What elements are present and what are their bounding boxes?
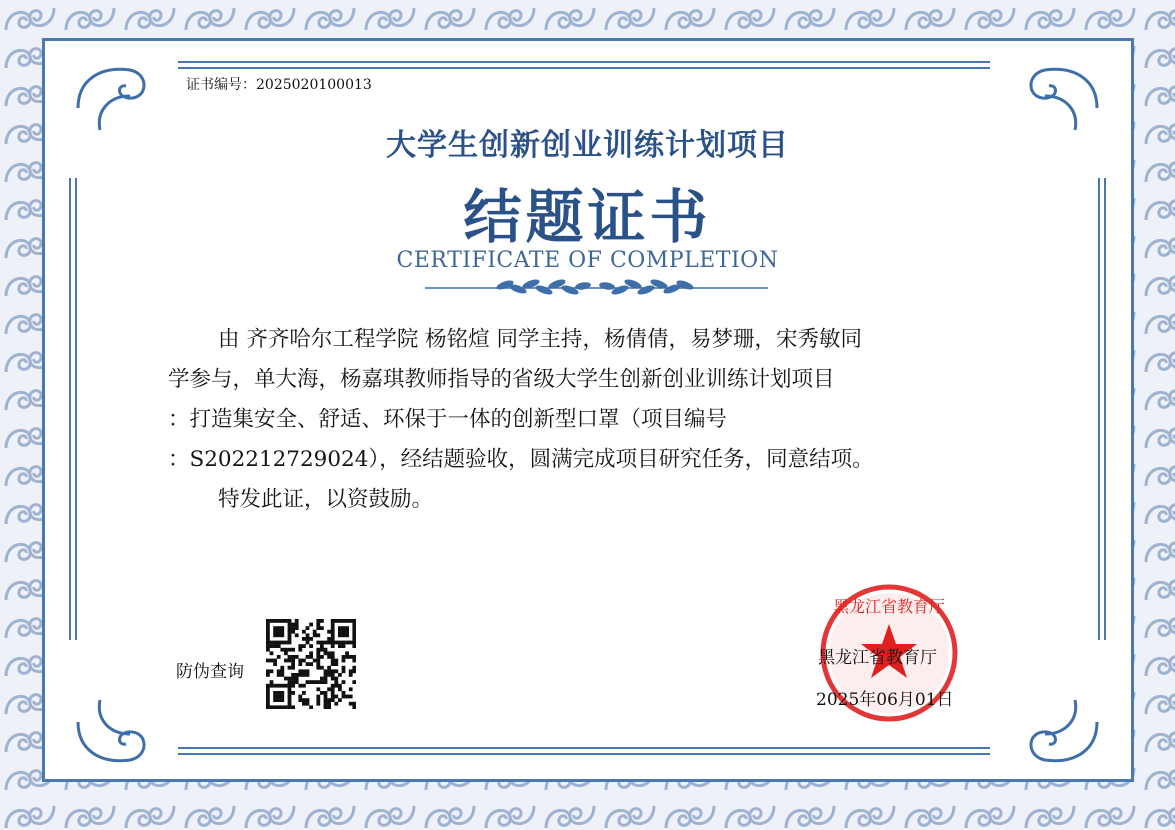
- issuer-name: 黑龙江省教育厅: [818, 648, 937, 668]
- qr-code[interactable]: [266, 619, 356, 709]
- program-title: 大学生创新创业训练计划项目: [386, 128, 789, 163]
- laurel-divider-icon: [425, 278, 768, 297]
- seal-text: 黑龙江省教育厅: [832, 597, 946, 616]
- certificate-body: [168, 320, 1018, 520]
- body-line-1: 由 齐齐哈尔工程学院 杨铭煊 同学主持，杨倩倩，易梦珊，宋秀敏同: [218, 327, 863, 352]
- inner-corner-bl-icon: [78, 700, 144, 761]
- body-line-4: ：S202212729024），经结题验收，圆满完成项目研究任务，同意结项。: [168, 447, 874, 472]
- certificate-title: 结题证书: [463, 183, 712, 251]
- certificate-subtitle-en: CERTIFICATE OF COMPLETION: [396, 248, 779, 273]
- inner-corner-br-icon: [1031, 700, 1097, 761]
- body-line-2: 学参与，单大海，杨嘉琪教师指导的省级大学生创新创业训练计划项目: [168, 367, 835, 392]
- certificate-number: 证书编号：2025020100013: [186, 77, 372, 93]
- verify-label: 防伪查询: [176, 662, 244, 682]
- body-line-3: ：打造集安全、舒适、环保于一体的创新型口罩（项目编号: [168, 407, 728, 432]
- issue-date: 2025年06月01日: [816, 690, 954, 710]
- body-closing: 特发此证，以资鼓励。: [218, 487, 434, 512]
